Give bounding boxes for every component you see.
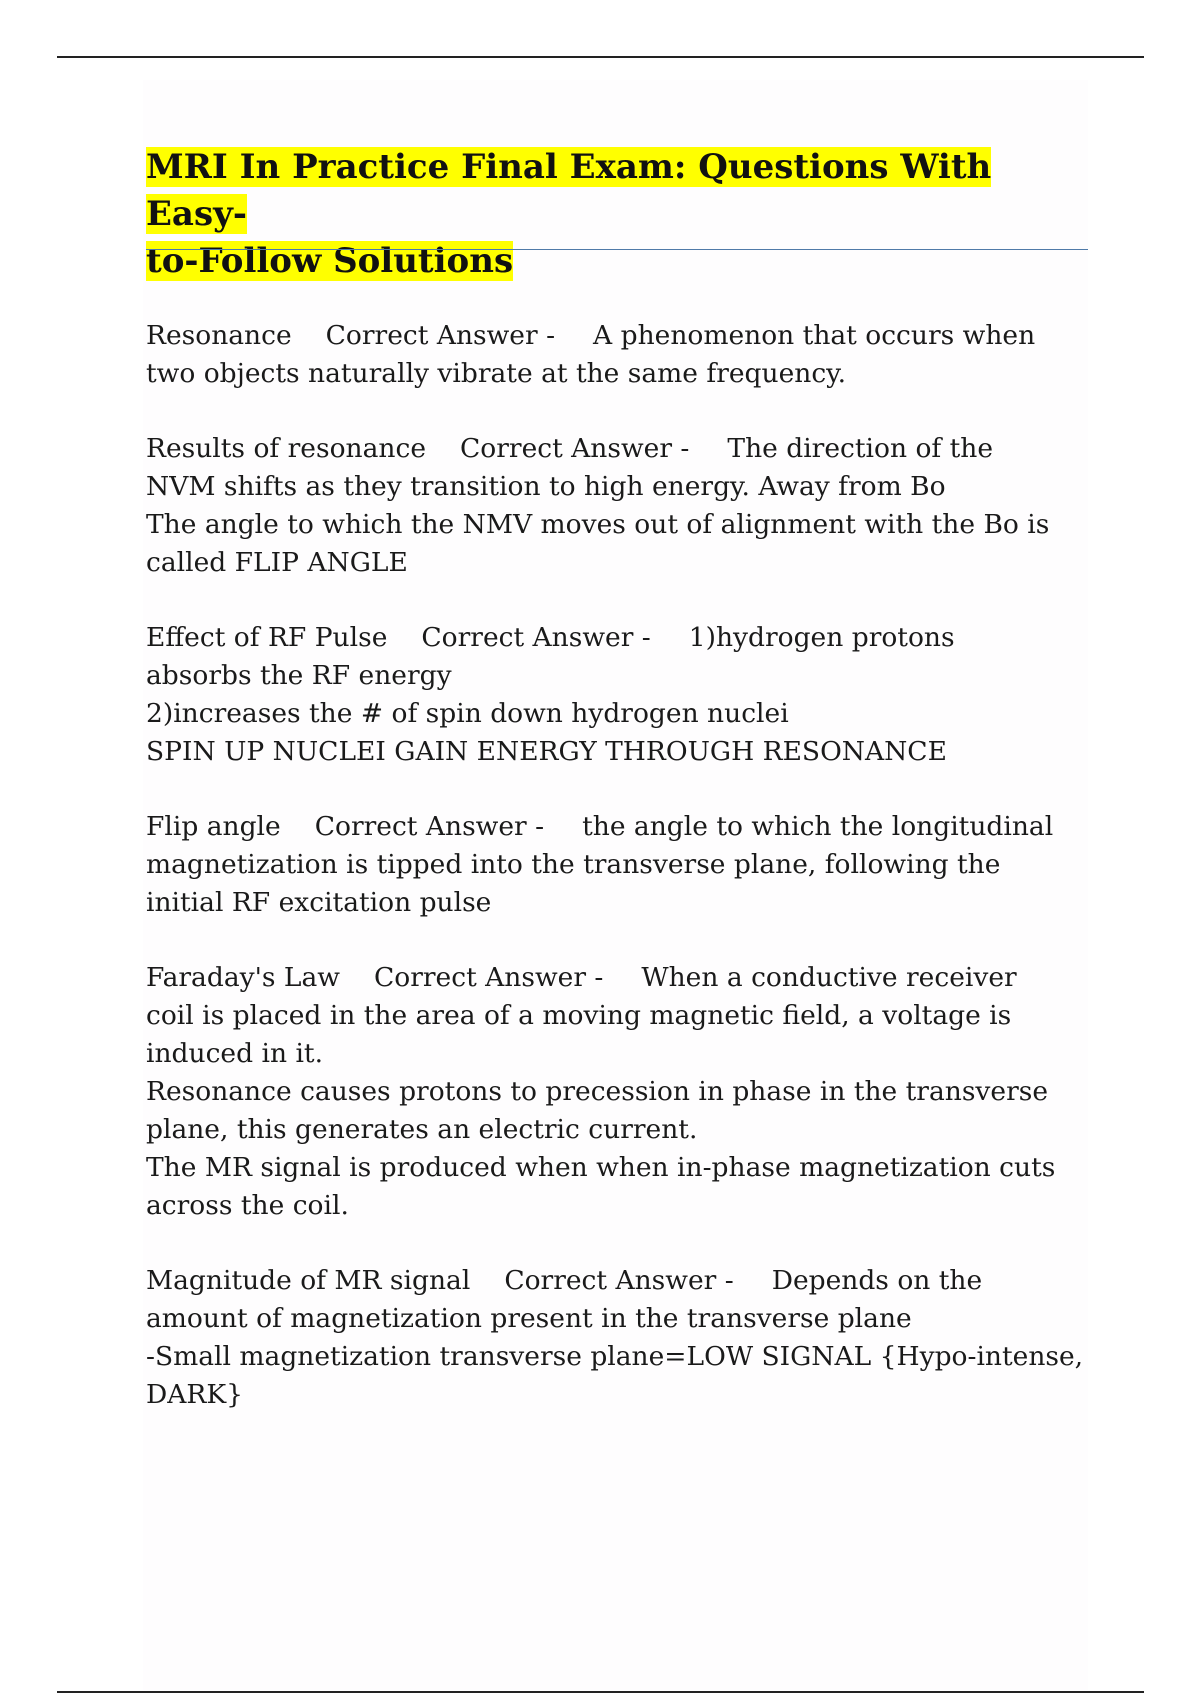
qa-answer-line: DARK} <box>146 1379 243 1410</box>
qa-answer-line: A phenomenon that occurs when <box>593 320 1036 351</box>
qa-answer-line: amount of magnetization present in the transverse plane <box>146 1303 912 1334</box>
page-title <box>146 144 1086 285</box>
qa-item-resonance <box>146 317 1096 393</box>
correct-answer-label: Correct Answer - <box>325 320 556 351</box>
qa-term: Results of resonance <box>146 433 426 464</box>
qa-item-results-of-resonance <box>146 430 1096 582</box>
qa-answer-line: initial RF excitation pulse <box>146 887 492 918</box>
qa-item-flip-angle <box>146 808 1096 922</box>
qa-term: Effect of RF Pulse <box>146 622 388 653</box>
qa-answer-line: 2)increases the # of spin down hydrogen nuclei <box>146 698 789 729</box>
qa-answer-line: coil is placed in the area of a moving magnetic field, a voltage is <box>146 1000 1012 1031</box>
qa-answer-line: Depends on the <box>771 1265 983 1296</box>
qa-term: Resonance <box>146 320 292 351</box>
correct-answer-label: Correct Answer - <box>314 811 545 842</box>
qa-answer-line: The angle to which the NMV moves out of alignment with the Bo is <box>146 509 1050 540</box>
qa-answer-line: across the coil. <box>146 1190 349 1221</box>
qa-first-line <box>146 317 1096 355</box>
qa-answer-line: the angle to which the longitudinal <box>582 811 1054 842</box>
qa-answer-line: The direction of the <box>727 433 994 464</box>
qa-first-line <box>146 808 1096 846</box>
qa-answer-line: absorbs the RF energy <box>146 660 452 691</box>
qa-first-line <box>146 1262 1096 1300</box>
title-underline-rule <box>146 249 1088 250</box>
qa-answer-line: When a conductive receiver <box>641 962 1017 993</box>
page-title-line-2: to-Follow Solutions <box>146 241 514 281</box>
page-title-line-1: MRI In Practice Final Exam: Questions With Easy- <box>146 147 992 234</box>
qa-term: Faraday's Law <box>146 962 340 993</box>
title-block <box>146 144 1086 285</box>
qa-first-line <box>146 959 1096 997</box>
qa-answer-line: induced in it. <box>146 1038 323 1069</box>
qa-answer-line: -Small magnetization transverse plane=LOW SIGNAL {Hypo-intense, <box>146 1341 1084 1372</box>
qa-answer-line: 1)hydrogen protons <box>688 622 955 653</box>
qa-answer-line: Resonance causes protons to precession in phase in the transverse <box>146 1076 1049 1107</box>
qa-answer-line: magnetization is tipped into the transverse plane, following the <box>146 849 1001 880</box>
correct-answer-label: Correct Answer - <box>504 1265 734 1296</box>
qa-answer-line: two objects naturally vibrate at the same frequency. <box>146 358 847 389</box>
qa-answer-line: NVM shifts as they transition to high energy. Away from Bo <box>146 471 946 502</box>
qa-answer-line: The MR signal is produced when when in-phase magnetization cuts <box>146 1152 1056 1183</box>
correct-answer-label: Correct Answer - <box>373 962 604 993</box>
qa-first-line <box>146 619 1096 657</box>
qa-list <box>146 317 1096 1451</box>
qa-answer-line: called FLIP ANGLE <box>146 547 408 578</box>
page-bottom-rule <box>57 1691 1144 1693</box>
page-top-rule <box>57 56 1144 58</box>
qa-item-effect-of-rf-pulse <box>146 619 1096 771</box>
qa-term: Flip angle <box>146 811 281 842</box>
correct-answer-label: Correct Answer - <box>460 433 690 464</box>
correct-answer-label: Correct Answer - <box>421 622 651 653</box>
qa-item-faradays-law <box>146 959 1096 1225</box>
qa-item-magnitude-of-mr-signal <box>146 1262 1096 1414</box>
qa-answer-line: plane, this generates an electric current. <box>146 1114 698 1145</box>
qa-answer-line: SPIN UP NUCLEI GAIN ENERGY THROUGH RESONANCE <box>146 736 947 767</box>
qa-first-line <box>146 430 1096 468</box>
qa-term: Magnitude of MR signal <box>146 1265 471 1296</box>
